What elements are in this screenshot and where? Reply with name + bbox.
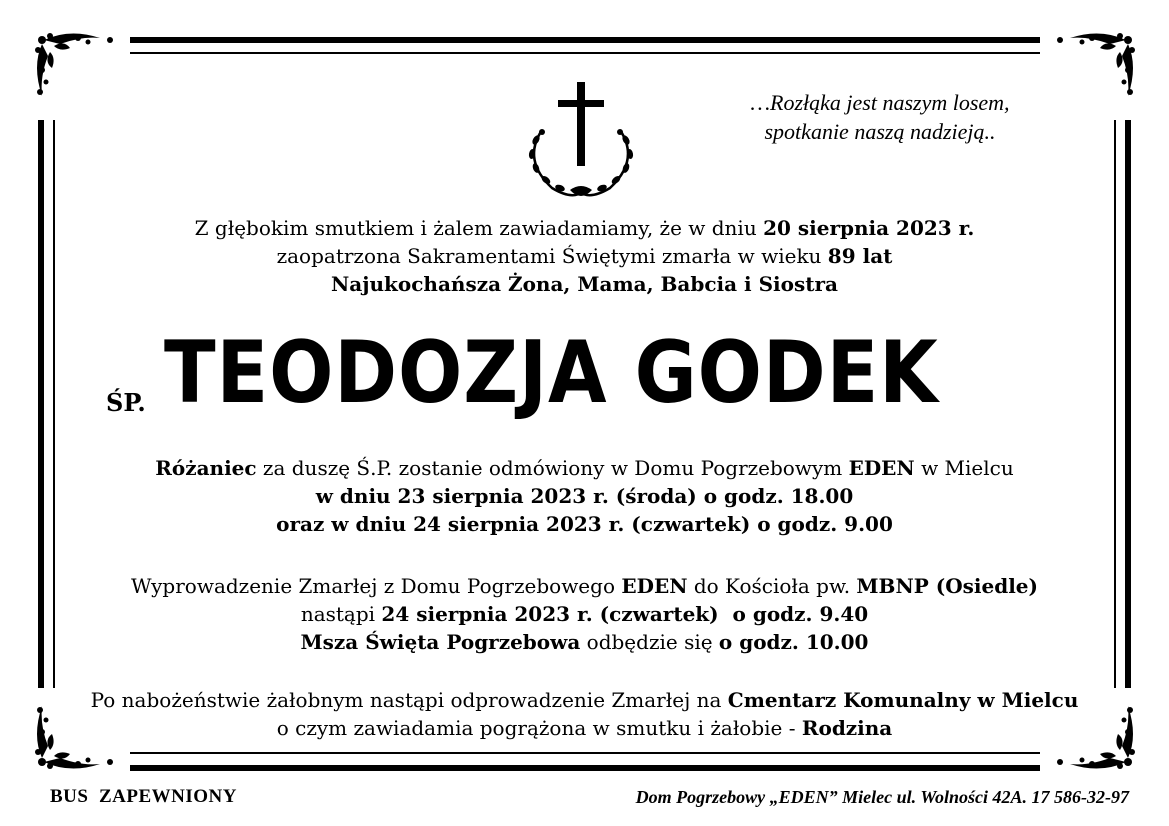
cross-wreath-icon [512,80,652,204]
funeral-text: odbędzie się [580,630,719,654]
burial-text: o czym zawiadamia pogrążona w smutku i żałobie - [276,716,802,740]
burial-text: Po nabożeństwie żałobnym nastąpi odprowadzenie Zmarłej na [90,688,728,712]
family-signature: Rodzina [801,716,893,740]
intro-text: Z głębokim smutkiem i żalem zawiadamiamy, że w dniu [194,216,764,240]
burial-line-1 [0,686,1169,714]
frame-top-thin-line [130,52,1040,54]
funeral-line-2 [0,600,1169,628]
funeral-line-1 [0,572,1169,600]
frame-bottom-thick-line [130,765,1040,771]
rosary-line-2: w dniu 23 sierpnia 2023 r. (środa) o godz. 18.00 [315,484,854,508]
mass-time: o godz. 10.00 [718,630,869,654]
cemetery-name: Cmentarz Komunalny w Mielcu [727,688,1079,712]
funeral-text: Wyprowadzenie Zmarłej z Domu Pogrzebowego [131,574,622,598]
burial-paragraph [0,686,1169,742]
rosary-text: za duszę Ś.P. zostanie odmówiony w Domu Pogrzebowym [256,456,849,480]
intro-line-1 [0,214,1169,242]
funeral-text: do Kościoła pw. [687,574,857,598]
motto-line-1: …Rozłąka jest naszym losem, [750,90,1010,115]
intro-text: zaopatrzona Sakramentami Świętymi zmarła w wieku [276,244,828,268]
burial-line-2 [0,714,1169,742]
church-name: MBNP (Osiedle) [856,574,1038,598]
rosary-paragraph [0,454,1169,538]
funeral-paragraph [0,572,1169,656]
intro-line-3: Najukochańsza Żona, Mama, Babcia i Siostra [331,272,838,296]
bus-notice: BUS ZAPEWNIONY [50,786,237,807]
rosary-word: Różaniec [155,456,257,480]
motto-quote [700,88,1060,146]
funeral-text: nastąpi [300,602,382,626]
procession-datetime: 24 sierpnia 2023 r. (czwartek) o godz. 9.40 [381,602,869,626]
motto-line-2: spotkanie naszą nadzieją.. [764,119,996,144]
frame-bottom-thin-line [130,752,1040,754]
rosary-line-3: oraz w dniu 24 sierpnia 2023 r. (czwartek) o godz. 9.00 [276,512,893,536]
intro-line-2 [0,242,1169,270]
mass-label: Msza Święta Pogrzebowa [300,630,581,654]
rosary-line-1 [0,454,1169,482]
age: 89 lat [827,244,893,268]
rosary-text: w Mielcu [914,456,1014,480]
death-date: 20 sierpnia 2023 r. [763,216,975,240]
funeral-home-contact: Dom Pogrzebowy „EDEN” Mielec ul. Wolności 42A. 17 586-32-97 [635,787,1129,807]
intro-paragraph [0,214,1169,298]
sp-prefix: ŚP. [106,388,146,417]
frame-top-thick-line [130,37,1040,43]
corner-ornament-top-left-icon [30,26,130,106]
funeral-home-name: EDEN [621,574,688,598]
funeral-line-3 [0,628,1169,656]
deceased-name-row [0,320,1169,430]
deceased-name: TEODOZJA GODEK [164,323,939,423]
funeral-home-name: EDEN [848,456,915,480]
